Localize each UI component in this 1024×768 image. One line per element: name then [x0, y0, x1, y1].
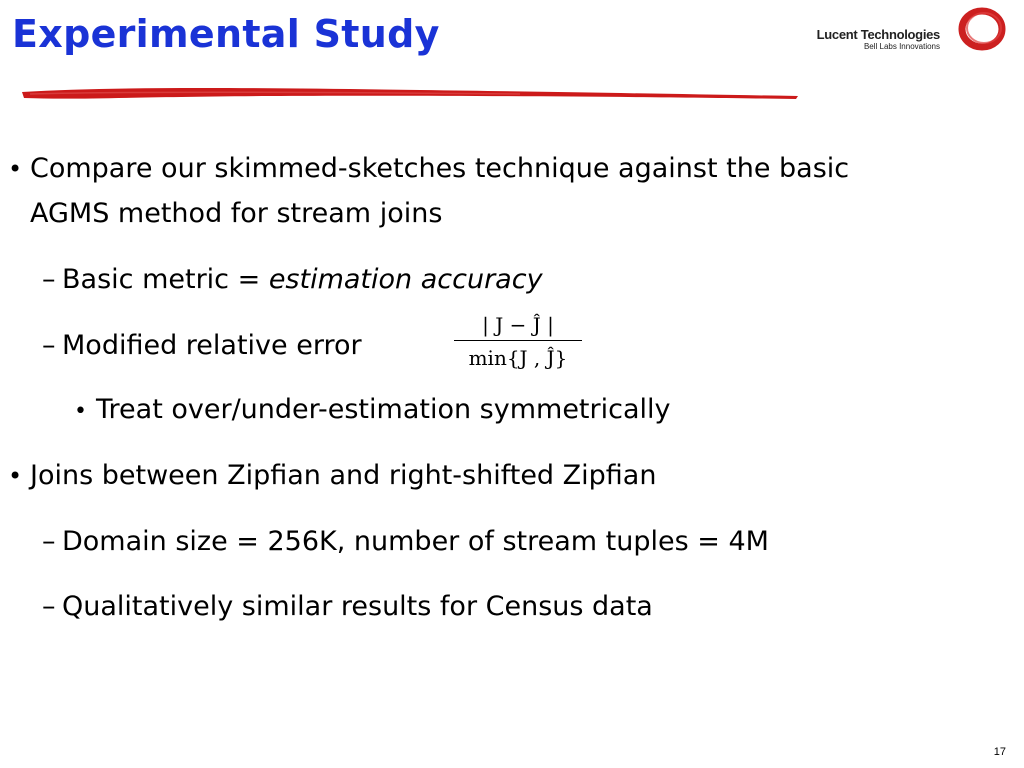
logo-tagline: Bell Labs Innovations: [863, 42, 940, 51]
dash-marker: –: [42, 526, 56, 557]
dash-marker: –: [42, 330, 56, 361]
bullet-text: AGMS method for stream joins: [30, 198, 443, 229]
bullet-item: [8, 153, 849, 185]
sub-bullet-item: [42, 526, 769, 558]
bullet-marker: •: [74, 399, 87, 424]
sub-bullet-text: Basic metric =: [62, 264, 269, 295]
sub-bullet-item: [42, 591, 653, 623]
sub-bullet-item: [42, 330, 362, 362]
sub-bullet-text: Qualitatively similar results for Census data: [62, 591, 653, 622]
page-number: 17: [993, 746, 1006, 758]
formula-denominator: min{J , Ĵ}: [468, 346, 568, 370]
sub-bullet-text: Domain size = 256K, number of stream tuples = 4M: [62, 526, 769, 557]
bullet-text: Joins between Zipfian and right-shifted Zipfian: [30, 460, 657, 491]
dash-marker: –: [42, 591, 56, 622]
sub-bullet-item: [42, 264, 543, 296]
formula-numerator: | J − Ĵ |: [482, 313, 554, 337]
bullet-marker: •: [8, 462, 23, 490]
fraction-bar: [454, 340, 582, 341]
bullet-marker: •: [8, 155, 23, 183]
slide-title: Experimental Study: [12, 12, 440, 56]
sub-bullet-text: Modified relative error: [62, 330, 362, 361]
bullet-item: [8, 460, 656, 492]
logo-company-name: Lucent Technologies: [816, 27, 940, 42]
bullet-text: Compare our skimmed-sketches technique against the basic: [30, 153, 850, 184]
bullet-continuation: [8, 198, 442, 230]
sub-sub-bullet-text: Treat over/under-estimation symmetrically: [96, 394, 671, 425]
relative-error-formula: [452, 306, 584, 373]
dash-marker: –: [42, 264, 56, 295]
sub-sub-bullet-item: [74, 394, 671, 428]
emphasis-text: estimation accuracy: [268, 264, 543, 295]
